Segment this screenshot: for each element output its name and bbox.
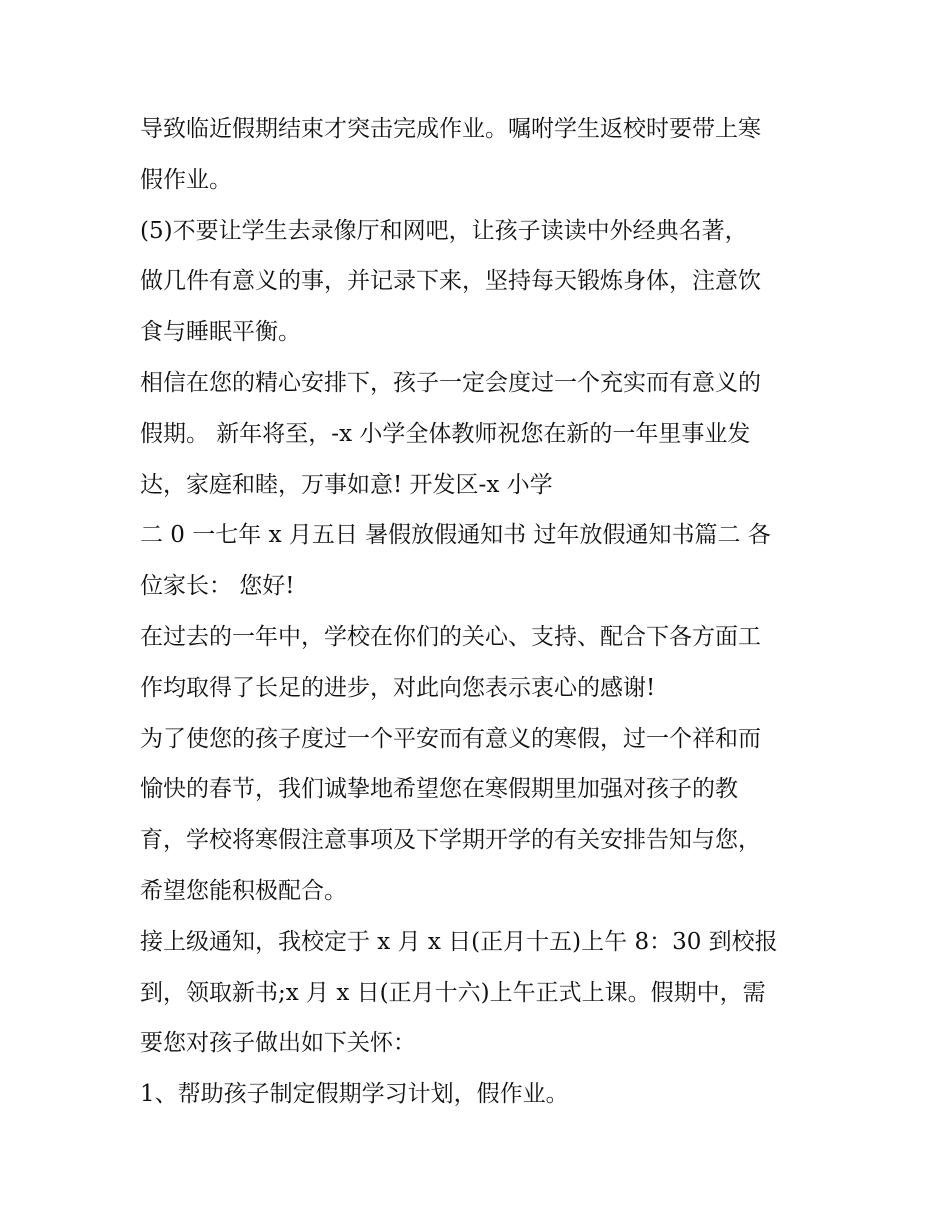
text-line: 假期。 新年将至，-x 小学全体教师祝您在新的一年里事业发 xyxy=(140,420,751,447)
text-line: 假作业。 xyxy=(140,166,232,193)
document-body xyxy=(140,104,820,1120)
text-line: 愉快的春节，我们诚挚地希望您在寒假期里加强对孩子的教 xyxy=(140,776,738,803)
text-line: 相信在您的精心安排下，孩子一定会度过一个充实而有意义的 xyxy=(140,369,761,396)
text-line: 导致临近假期结束才突击完成作业。嘱咐学生返校时要带上寒 xyxy=(140,116,761,142)
text-line: 到，领取新书;x 月 x 日(正月十六)上午正式上课。假期中，需 xyxy=(140,979,766,1006)
text-line: 食与睡眠平衡。 xyxy=(140,319,301,346)
text-line: 育，学校将寒假注意事项及下学期开学的有关安排告知与您， xyxy=(140,827,761,854)
text-line: 做几件有意义的事，并记录下来，坚持每天锻炼身体，注意饮 xyxy=(140,268,761,295)
text-line: (5)不要让学生去录像厅和网吧，让孩子读读中外经典名著， xyxy=(140,217,748,244)
text-line: 二 0 一七年 x 月五日 暑假放假通知书 过年放假通知书篇二 各 xyxy=(140,522,771,549)
text-line: 要您对孩子做出如下关怀： xyxy=(140,1030,416,1057)
text-line: 为了使您的孩子度过一个平安而有意义的寒假，过一个祥和而 xyxy=(140,725,761,752)
text-line: 在过去的一年中，学校在你们的关心、支持、配合下各方面工 xyxy=(140,623,761,650)
text-line: 1、帮助孩子制定假期学习计划，假作业。 xyxy=(140,1081,569,1108)
text-line: 位家长： 您好! xyxy=(140,573,295,600)
text-line: 作均取得了长足的进步，对此向您表示衷心的感谢! xyxy=(140,674,656,701)
text-line: 接上级通知，我校定于 x 月 x 日(正月十五)上午 8：30 到校报 xyxy=(140,928,778,955)
text-line: 希望您能积极配合。 xyxy=(140,877,347,904)
text-line: 达，家庭和睦，万事如意! 开发区-x 小学 xyxy=(140,471,553,498)
